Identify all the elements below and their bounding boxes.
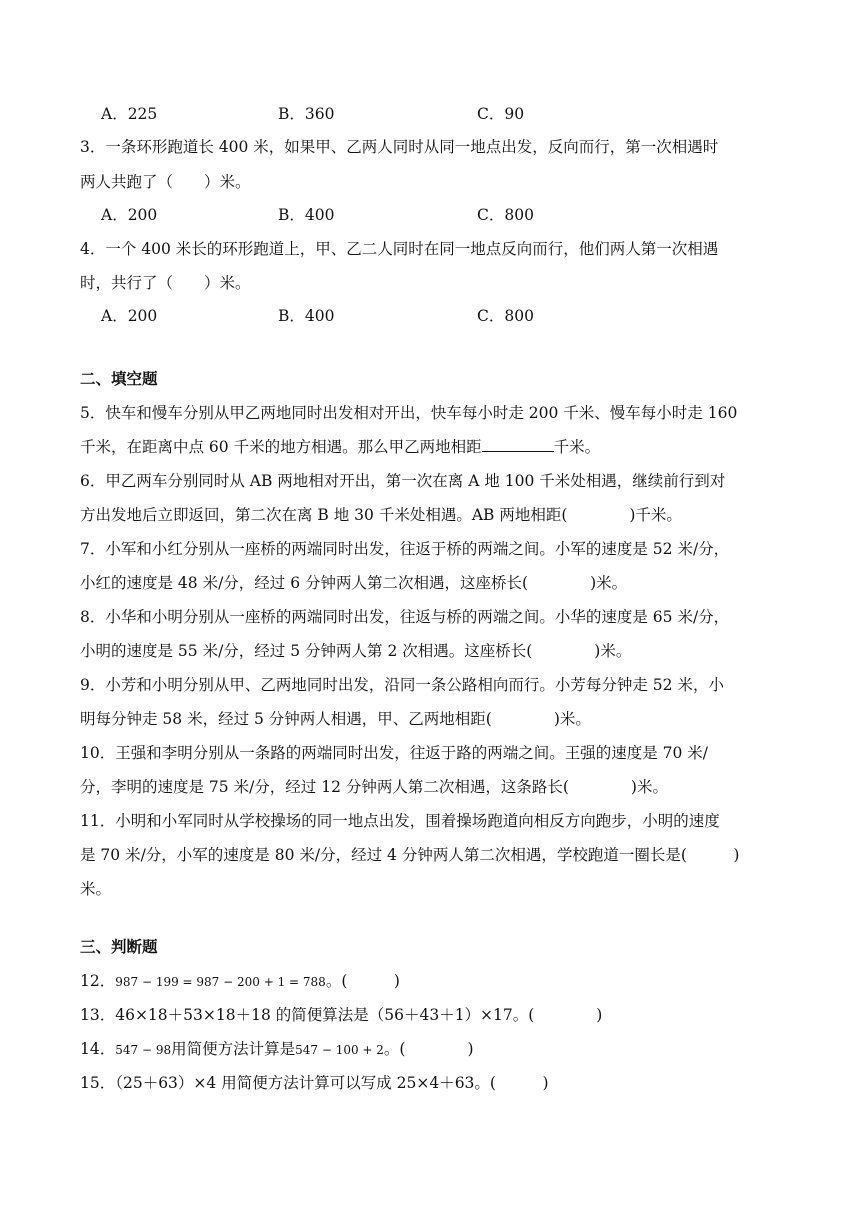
q3-line1: 3．一条环形跑道长 400 米，如果甲、乙两人同时从同一地点出发，反向而行，第一次相遇时 (80, 138, 719, 156)
q14-number: 14． (80, 1040, 116, 1058)
q8-line1: 8．小华和小明分别从一座桥的两端同时出发，往返与桥的两端之间。小华的速度是 65 米/分， (80, 608, 730, 626)
q3-line2: 两人共跑了（ ）米。 (80, 173, 251, 191)
q3-option-c[interactable]: C．800 (477, 206, 534, 224)
q4-option-a[interactable]: A．200 (101, 307, 158, 325)
q12-number: 12． (80, 972, 116, 990)
q14-expression-1: 547 − 98 (115, 1043, 172, 1057)
q9-line1: 9．小芳和小明分别从甲、乙两地同时出发，沿同一条公路相向而行。小芳每分钟走 52 米，小 (80, 676, 724, 694)
q4-option-c[interactable]: C．800 (477, 307, 534, 325)
q14-tail: 。( ) (383, 1040, 474, 1058)
q5-line2-tail: 千米。 (553, 438, 601, 456)
q10-line2: 分，李明的速度是 75 米/分，经过 12 分钟两人第二次相遇，这条路长( )米。 (80, 778, 668, 796)
q2-option-b[interactable]: B．360 (278, 105, 335, 123)
q10-line1: 10．王强和李明分别从一条路的两端同时出发，往返于路的两端之间。王强的速度是 70 米/ (80, 744, 709, 762)
section-true-false-heading: 三、判断题 (80, 938, 158, 956)
q11-line3: 米。 (80, 880, 112, 898)
q12-tail: 。( ) (325, 972, 400, 990)
q3-option-b[interactable]: B．400 (278, 206, 335, 224)
q5-answer-blank[interactable] (482, 437, 554, 452)
q2-option-a[interactable]: A．225 (101, 105, 158, 123)
q6-line2: 方出发地后立即返回，第二次在离 B 地 30 千米处相遇。AB 两地相距( )千米。 (80, 506, 682, 524)
q5-line2-text: 千米，在距离中点 60 千米的地方相遇。那么甲乙两地相距 (80, 438, 482, 456)
q4-line1: 4．一个 400 米长的环形跑道上，甲、乙二人同时在同一地点反向而行，他们两人第一次相遇 (80, 240, 719, 258)
section-fill-in-heading: 二、填空题 (80, 370, 158, 388)
q11-line2: 是 70 米/分，小军的速度是 80 米/分，经过 4 分钟两人第二次相遇，学校跑道一圈长是( ) (80, 846, 740, 864)
q6-line1: 6．甲乙两车分别同时从 AB 两地相对开出，第一次在离 A 地 100 千米处相遇，继续前行到对 (80, 472, 726, 490)
q12-line (80, 970, 785, 993)
q4-option-b[interactable]: B．400 (278, 307, 335, 325)
q8-line2: 小明的速度是 55 米/分，经过 5 分钟两人第 2 次相遇。这座桥长( )米。 (80, 642, 632, 660)
q5-line2 (80, 436, 785, 458)
q14-expression-2: 547 − 100 + 2 (295, 1043, 384, 1057)
q7-line1: 7．小军和小红分别从一座桥的两端同时出发，往返于桥的两端之间。小军的速度是 52 米/分， (80, 540, 730, 558)
q11-line1: 11．小明和小军同时从学校操场的同一地点出发，围着操场跑道向相反方向跑步，小明的速度 (80, 812, 720, 830)
q9-line2: 明每分钟走 58 米，经过 5 分钟两人相遇，甲、乙两地相距( )米。 (80, 710, 591, 728)
q7-line2: 小红的速度是 48 米/分，经过 6 分钟两人第二次相遇，这座桥长( )米。 (80, 574, 628, 592)
q5-line1: 5．快车和慢车分别从甲乙两地同时出发相对开出，快车每小时走 200 千米、慢车每小时走 160 (80, 404, 738, 422)
q2-option-c[interactable]: C．90 (477, 105, 525, 123)
q13-line: 13．46×18＋53×18＋18 的简便算法是（56＋43＋1）×17。( ) (80, 1006, 603, 1024)
q14-line (80, 1038, 785, 1061)
q15-line: 15．（25＋63）×4 用简便方法计算可以写成 25×4＋63。( ) (80, 1074, 549, 1092)
q4-line2: 时，共行了（ ）米。 (80, 274, 251, 292)
q3-option-a[interactable]: A．200 (101, 206, 158, 224)
q12-expression: 987 − 199 = 987 − 200 + 1 = 788 (115, 975, 326, 989)
q14-middle-text: 用简便方法计算是 (171, 1040, 296, 1058)
